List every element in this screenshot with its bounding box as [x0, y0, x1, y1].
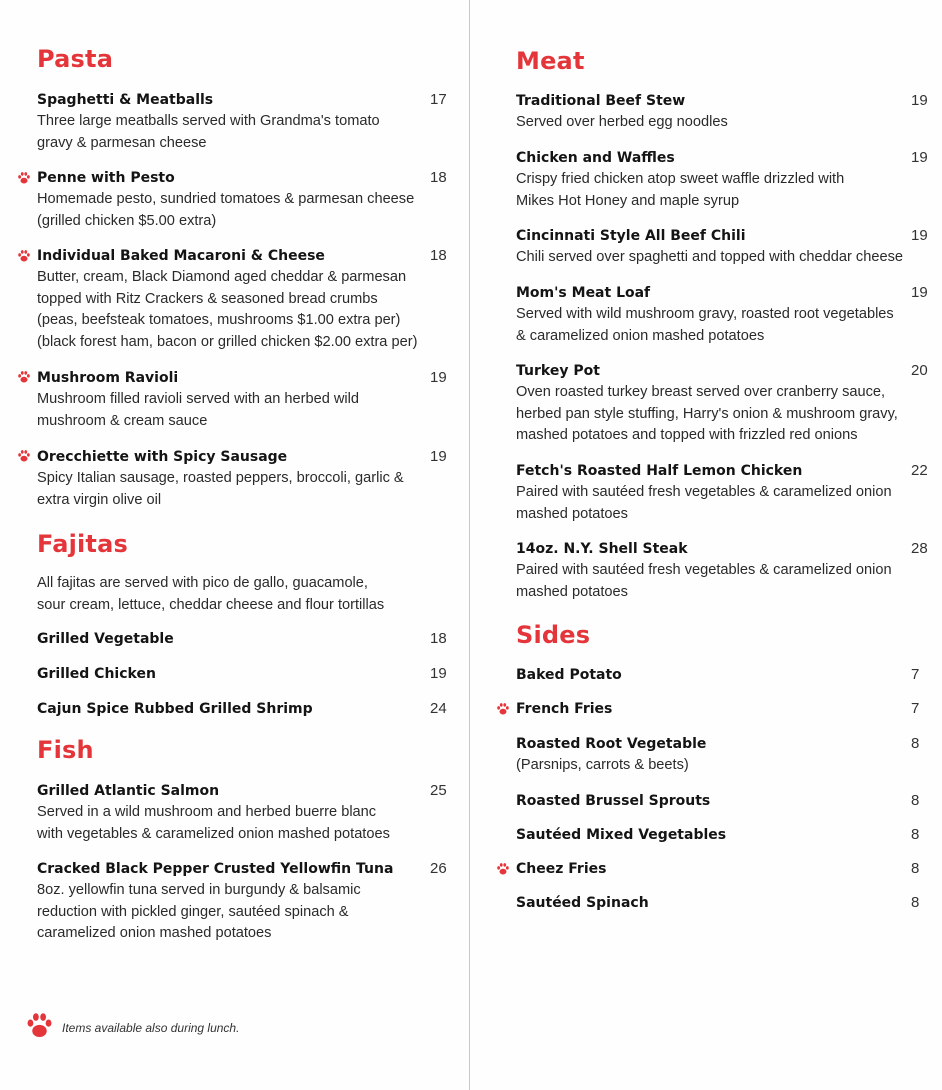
item-name: Roasted Brussel Sprouts	[516, 793, 711, 809]
item-desc-line: (grilled chicken $5.00 extra)	[37, 212, 217, 229]
menu-item-penne-pesto	[37, 167, 414, 232]
fajitas-note	[37, 573, 384, 616]
paw-print-icon	[17, 449, 31, 463]
menu-item-mixed-vegetables	[516, 824, 726, 846]
item-desc-line: extra virgin olive oil	[37, 491, 162, 508]
item-desc-line: Crispy fried chicken atop sweet waffle drizzled with	[516, 171, 845, 187]
item-desc-line: Served in a wild mushroom and herbed buerre blanc	[37, 804, 377, 820]
item-price: 19	[911, 284, 928, 301]
item-name: Chicken and Waffles	[516, 150, 675, 166]
item-price: 7	[911, 666, 920, 683]
menu-item-mushroom-ravioli	[37, 367, 359, 432]
item-desc-line: mushroom & cream sauce	[37, 412, 208, 429]
paw-print-icon	[17, 171, 31, 185]
item-price: 19	[911, 92, 928, 109]
item-name: Grilled Chicken	[37, 666, 156, 682]
item-price: 8	[911, 894, 920, 911]
item-desc-line: Paired with sautéed fresh vegetables & caramelized onion	[516, 562, 892, 578]
item-price: 19	[911, 149, 928, 166]
item-price: 28	[911, 540, 928, 557]
paw-print-icon	[25, 1011, 54, 1040]
item-desc-line: mashed potatoes	[516, 505, 628, 522]
paw-print-icon	[17, 249, 31, 263]
item-price: 25	[430, 782, 447, 799]
item-name: Mom's Meat Loaf	[516, 285, 651, 301]
item-name: Cincinnati Style All Beef Chili	[516, 228, 746, 244]
item-price: 19	[430, 369, 447, 386]
item-desc-line: with vegetables & caramelized onion mashed potatoes	[37, 825, 390, 842]
item-desc-line: Butter, cream, Black Diamond aged cheddar & parmesan	[37, 269, 407, 285]
item-price: 8	[911, 735, 920, 752]
menu-item-baked-potato	[516, 664, 622, 686]
item-name: Grilled Atlantic Salmon	[37, 783, 220, 799]
item-name: Cheez Fries	[516, 861, 607, 877]
item-desc-line: Mikes Hot Honey and maple syrup	[516, 192, 740, 209]
menu-item-shell-steak	[516, 538, 892, 603]
item-name: Sautéed Spinach	[516, 895, 649, 911]
item-name: French Fries	[516, 701, 613, 717]
item-desc-line: mashed potatoes	[516, 583, 628, 600]
item-name: Orecchiette with Spicy Sausage	[37, 449, 288, 465]
item-desc-line: Homemade pesto, sundried tomatoes & parmesan cheese	[37, 191, 415, 207]
menu-item-grilled-vegetable	[37, 628, 174, 650]
item-name: Fetch's Roasted Half Lemon Chicken	[516, 463, 803, 479]
item-desc-line: Paired with sautéed fresh vegetables & caramelized onion	[516, 484, 892, 500]
item-price: 19	[430, 665, 447, 682]
item-desc-line: Mushroom filled ravioli served with an herbed wild	[37, 391, 360, 407]
lunch-legend-text: Items available also during lunch.	[62, 1021, 240, 1035]
section-title-fish: Fish	[37, 736, 94, 764]
item-desc-line: reduction with pickled ginger, sautéed spinach &	[37, 903, 349, 920]
note-line: sour cream, lettuce, cheddar cheese and flour tortillas	[37, 596, 385, 613]
item-price: 17	[430, 91, 447, 108]
menu-item-turkey-pot	[516, 360, 898, 447]
item-price: 26	[430, 860, 447, 877]
item-desc-line: Three large meatballs served with Grandma's tomato	[37, 113, 380, 129]
menu-item-grilled-chicken	[37, 663, 156, 685]
item-desc-line: caramelized onion mashed potatoes	[37, 925, 272, 941]
menu-item-chicken-waffles	[516, 147, 844, 212]
paw-print-icon	[17, 370, 31, 384]
menu-item-yellowfin-tuna	[37, 858, 393, 945]
menu-item-cincinnati-chili	[516, 225, 903, 269]
item-desc-line: (black forest ham, bacon or grilled chicken $2.00 extra per)	[37, 333, 418, 350]
item-price: 18	[430, 630, 447, 647]
item-desc-line: mashed potatoes and topped with frizzled red onions	[516, 427, 858, 443]
menu-item-cheez-fries	[516, 858, 606, 880]
item-desc-line: & caramelized onion mashed potatoes	[516, 327, 765, 344]
menu-item-beef-stew	[516, 90, 728, 134]
menu-fold-line	[469, 0, 470, 1090]
section-title-sides: Sides	[516, 621, 591, 649]
item-price: 18	[430, 247, 447, 264]
item-name: Grilled Vegetable	[37, 631, 174, 647]
menu-item-baked-macaroni	[37, 245, 417, 353]
paw-print-icon	[496, 702, 510, 716]
item-name: Spaghetti & Meatballs	[37, 92, 214, 108]
item-price: 22	[911, 462, 928, 479]
item-desc-line: (Parsnips, carrots & beets)	[516, 757, 689, 773]
note-line: All fajitas are served with pico de gallo, guacamole,	[37, 575, 368, 591]
item-name: Baked Potato	[516, 667, 622, 683]
menu-item-root-vegetable	[516, 733, 706, 777]
item-price: 24	[430, 700, 447, 717]
item-name: Mushroom Ravioli	[37, 370, 179, 386]
menu-item-sauteed-spinach	[516, 892, 649, 914]
item-name: 14oz. N.Y. Shell Steak	[516, 541, 688, 557]
menu-item-cajun-shrimp	[37, 698, 313, 720]
item-price: 19	[911, 227, 928, 244]
section-title-pasta: Pasta	[37, 45, 114, 73]
menu-item-atlantic-salmon	[37, 780, 390, 845]
item-price: 8	[911, 860, 920, 877]
section-title-fajitas: Fajitas	[37, 530, 128, 558]
item-name: Cajun Spice Rubbed Grilled Shrimp	[37, 701, 313, 717]
item-desc-line: Served with wild mushroom gravy, roasted root vegetables	[516, 306, 894, 322]
item-desc-line: Spicy Italian sausage, roasted peppers, broccoli, garlic &	[37, 470, 404, 486]
item-price: 19	[430, 448, 447, 465]
item-desc-line: 8oz. yellowfin tuna served in burgundy & balsamic	[37, 882, 361, 898]
menu-item-meat-loaf	[516, 282, 894, 347]
item-price: 18	[430, 169, 447, 186]
section-title-meat: Meat	[516, 47, 585, 75]
menu-item-brussel-sprouts	[516, 790, 710, 812]
item-name: Traditional Beef Stew	[516, 93, 686, 109]
item-name: Cracked Black Pepper Crusted Yellowfin Tuna	[37, 861, 394, 877]
item-price: 8	[911, 792, 920, 809]
item-desc-line: gravy & parmesan cheese	[37, 134, 207, 151]
item-name: Roasted Root Vegetable	[516, 736, 707, 752]
item-desc-line: Served over herbed egg noodles	[516, 114, 728, 130]
item-name: Individual Baked Macaroni & Cheese	[37, 248, 325, 264]
item-price: 8	[911, 826, 920, 843]
item-name: Penne with Pesto	[37, 170, 175, 186]
item-price: 7	[911, 700, 920, 717]
menu-item-french-fries	[516, 698, 612, 720]
item-desc-line: Oven roasted turkey breast served over cranberry sauce,	[516, 384, 886, 400]
paw-print-icon	[496, 862, 510, 876]
menu-item-lemon-chicken	[516, 460, 892, 525]
item-desc-line: Chili served over spaghetti and topped with cheddar cheese	[516, 249, 903, 265]
item-name: Turkey Pot	[516, 363, 600, 379]
item-price: 20	[911, 362, 928, 379]
item-desc-line: topped with Ritz Crackers & seasoned bread crumbs	[37, 290, 378, 307]
menu-item-orecchiette	[37, 446, 404, 511]
item-desc-line: herbed pan style stuffing, Harry's onion & mushroom gravy,	[516, 405, 898, 422]
menu-item-spaghetti-meatballs	[37, 89, 380, 154]
item-desc-line: (peas, beefsteak tomatoes, mushrooms $1.00 extra per)	[37, 312, 401, 328]
item-name: Sautéed Mixed Vegetables	[516, 827, 727, 843]
